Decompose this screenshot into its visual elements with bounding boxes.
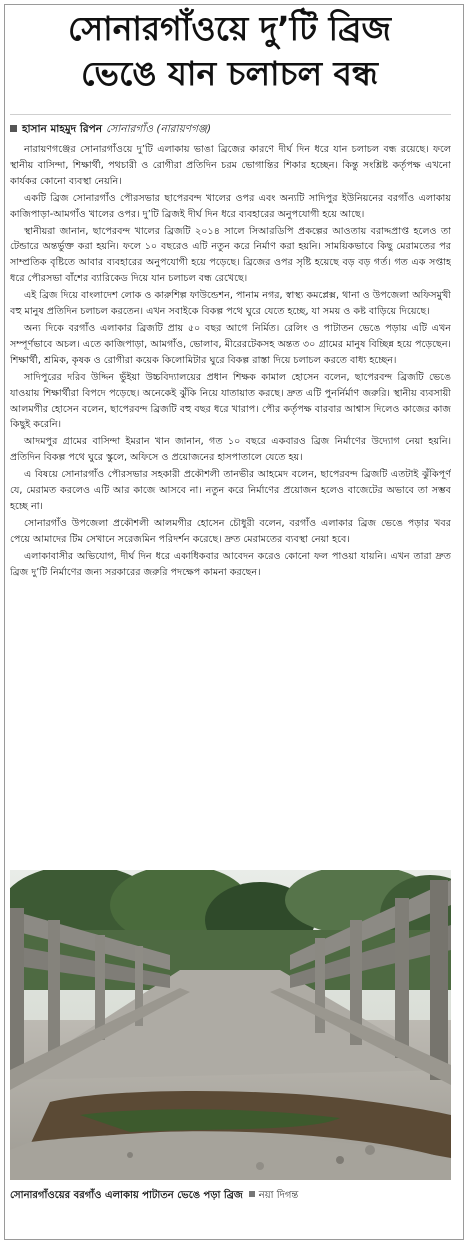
article-paragraph: এ বিষয়ে সোনারগাঁও পৌরসভার সহকারী প্রকৌশলী তানভীর আহমেদ বলেন, ছাপেরবন্দ ব্রিজটি এতটাই ঝুঁকিপূর্ণ যে, মেরামত করলেও এটি আর কাজে আসবে না। নতুন করে নির্মাণের প্রয়োজন হলেও বাজেটের অভাবে তা সম্ভব হচ্ছে না। — [10, 469, 451, 512]
article-paragraph: একটি ব্রিজ সোনারগাঁও পৌরসভার ছাপেরবন্দ খালের ওপর এবং অন্যটি সাদিপুর ইউনিয়নের বরগাঁও এলাকায় কাজিপাড়া-আমগাঁও খালের ওপর। দু’টি ব্রিজই দীর্ঘ দিন ধরে ব্যবহারের অনুপযোগী হয়ে আছে। — [10, 192, 451, 220]
caption-square-icon — [249, 1191, 255, 1197]
article-paragraph: অন্য দিকে বরগাঁও এলাকার ব্রিজটি প্রায় ৫০ বছর আগে নির্মিত। রেলিং ও পাটাতন ভেঙে পড়ায় এটি এখন সম্পূর্ণভাবে অচল। এতে কাজিপাড়া, আমগাঁও, ভোলাব, মীরেরটেকসহ অন্তত ৩০ গ্রামের মানুষ বিচ্ছিন্ন হয়ে পড়েছেন। শিক্ষার্থী, শ্রমিক, কৃষক ও রোগীরা কয়েক কিলোমিটার ঘুরে বিকল্প রাস্তা দিয়ে চলাচল করতে বাধ্য হচ্ছেন। — [10, 322, 451, 366]
article-paragraph: নারায়ণগঞ্জের সোনারগাঁওয়ে দু’টি এলাকায় ভাঙা ব্রিজের কারণে দীর্ঘ দিন ধরে যান চলাচল বন্ধ রয়েছে। ফলে স্থানীয় বাসিন্দা, শিক্ষার্থী, পথচারী ও রোগীরা প্রতিদিন চরম ভোগান্তির শিকার হচ্ছেন। কিন্তু সংশ্লিষ্ট কর্তৃপক্ষ এখনো কার্যকর কোনো ব্যবস্থা নেয়নি। — [10, 144, 451, 187]
byline — [10, 121, 451, 137]
caption-source: নয়া দিগন্ত — [258, 1190, 299, 1201]
bridge-photo — [10, 870, 451, 1180]
byline-square-icon — [10, 125, 17, 132]
article-body — [10, 142, 451, 864]
headline-line-1: সোনারগাঁওয়ে দু’টি ব্রিজ — [67, 9, 392, 48]
byline-author: হাসান মাহমুদ রিপন — [22, 123, 103, 135]
article-paragraph: আদমপুর গ্রামের বাসিন্দা ইমরান খান জানান, গত ১০ বছরে একবারও ব্রিজ নির্মাণের উদ্যোগ নেয়া হয়নি। প্রতিদিন বিকল্প পথে ঘুরে স্কুলে, অফিসে ও প্রয়োজনের হাসপাতালে যেতে হয়। — [10, 436, 451, 464]
article-paragraph: এই ব্রিজ দিয়ে বাংলাদেশ লোক ও কারুশিল্প ফাউন্ডেশন, পানাম নগর, স্বাস্থ্য কমপ্লেক্স, থানা ও উপজেলা অফিসমুখী বহু মানুষ প্রতিদিন চলাচল করতেন। এখন সবাইকে বিকল্প পথে ঘুরে যেতে হচ্ছে, যা সময় ও কষ্ট বাড়িয়ে দিয়েছে। — [10, 290, 451, 318]
headline — [6, 8, 453, 96]
article-paragraph: সাদিপুরের দরিব উদ্দিন ভুঁইয়া উচ্চবিদ্যালয়ের প্রধান শিক্ষক কামাল হোসেন বলেন, ছাপেরবন্দ ব্রিজটি ভেঙে যাওয়ায় শিক্ষার্থীরা বিপদে পড়েছে। অনেকেই ঝুঁকি নিয়ে যাতায়াত করছে। দ্রুত এটি পুনর্নির্মাণ জরুরি। স্থানীয় ব্যবসায়ী আলমগীর হোসেন বলেন, ছাপেরবন্দ ব্রিজটি বহু বছর ধরে খারাপ। পৌর কর্তৃপক্ষ বারবার আশ্বাস দিলেও কাজের কাজ কিছুই করেনি। — [10, 371, 451, 431]
divider — [10, 114, 451, 115]
headline-line-2: ভেঙে যান চলাচল বন্ধ — [80, 54, 379, 93]
byline-location: সোনারগাঁও (নারায়ণগঞ্জ) — [106, 123, 212, 135]
photo-caption — [10, 1185, 451, 1207]
broken-bridge-illustration — [10, 870, 451, 1180]
article-paragraph: সোনারগাঁও উপজেলা প্রকৌশলী আলমগীর হোসেন চৌধুরী বলেন, বরগাঁও এলাকার ব্রিজ ভেঙে পড়ার খবর পেয়ে আমাদের টিম সেখানে সরেজমিন পরিদর্শন করেছে। দ্রুত মেরামতের ব্যবস্থা নেয়া হবে। — [10, 517, 451, 545]
article-paragraph: স্থানীয়রা জানান, ছাপেরবন্দ খালের ব্রিজটি ২০১৪ সালে সিআরডিপি প্রকল্পের আওতায় বরাদ্দপ্রাপ্ত হলেও তা টেন্ডারে অন্তর্ভুক্ত করা হয়নি। ফলে ১০ বছরেও এটি নতুন করে নির্মাণ করা হয়নি। সাময়িকভাবে কিছু মেরামতের পর সাম্প্রতিক বৃষ্টিতে আবার ব্যবহারের অনুপযোগী হয়ে পড়েছে। ব্রিজের ওপর সৃষ্টি হয়েছে বড় বড় গর্ত। গত এক সপ্তাহ ধরে পৌরসভা বাঁশের ব্যারিকেড দিয়ে যান চলাচল বন্ধ রেখেছে। — [10, 225, 451, 285]
article-paragraph: এলাকাবাসীর অভিযোগ, দীর্ঘ দিন ধরে একাধিকবার আবেদন করেও কোনো ফল পাওয়া যায়নি। এখন তারা দ্রুত ব্রিজ দু’টি নির্মাণের জন্য সরকারের জরুরি পদক্ষেপ কামনা করছেন। — [10, 550, 451, 578]
caption-text: সোনারগাঁওয়ের বরগাঁও এলাকায় পাটাতন ভেঙে পড়া ব্রিজ — [10, 1190, 243, 1201]
